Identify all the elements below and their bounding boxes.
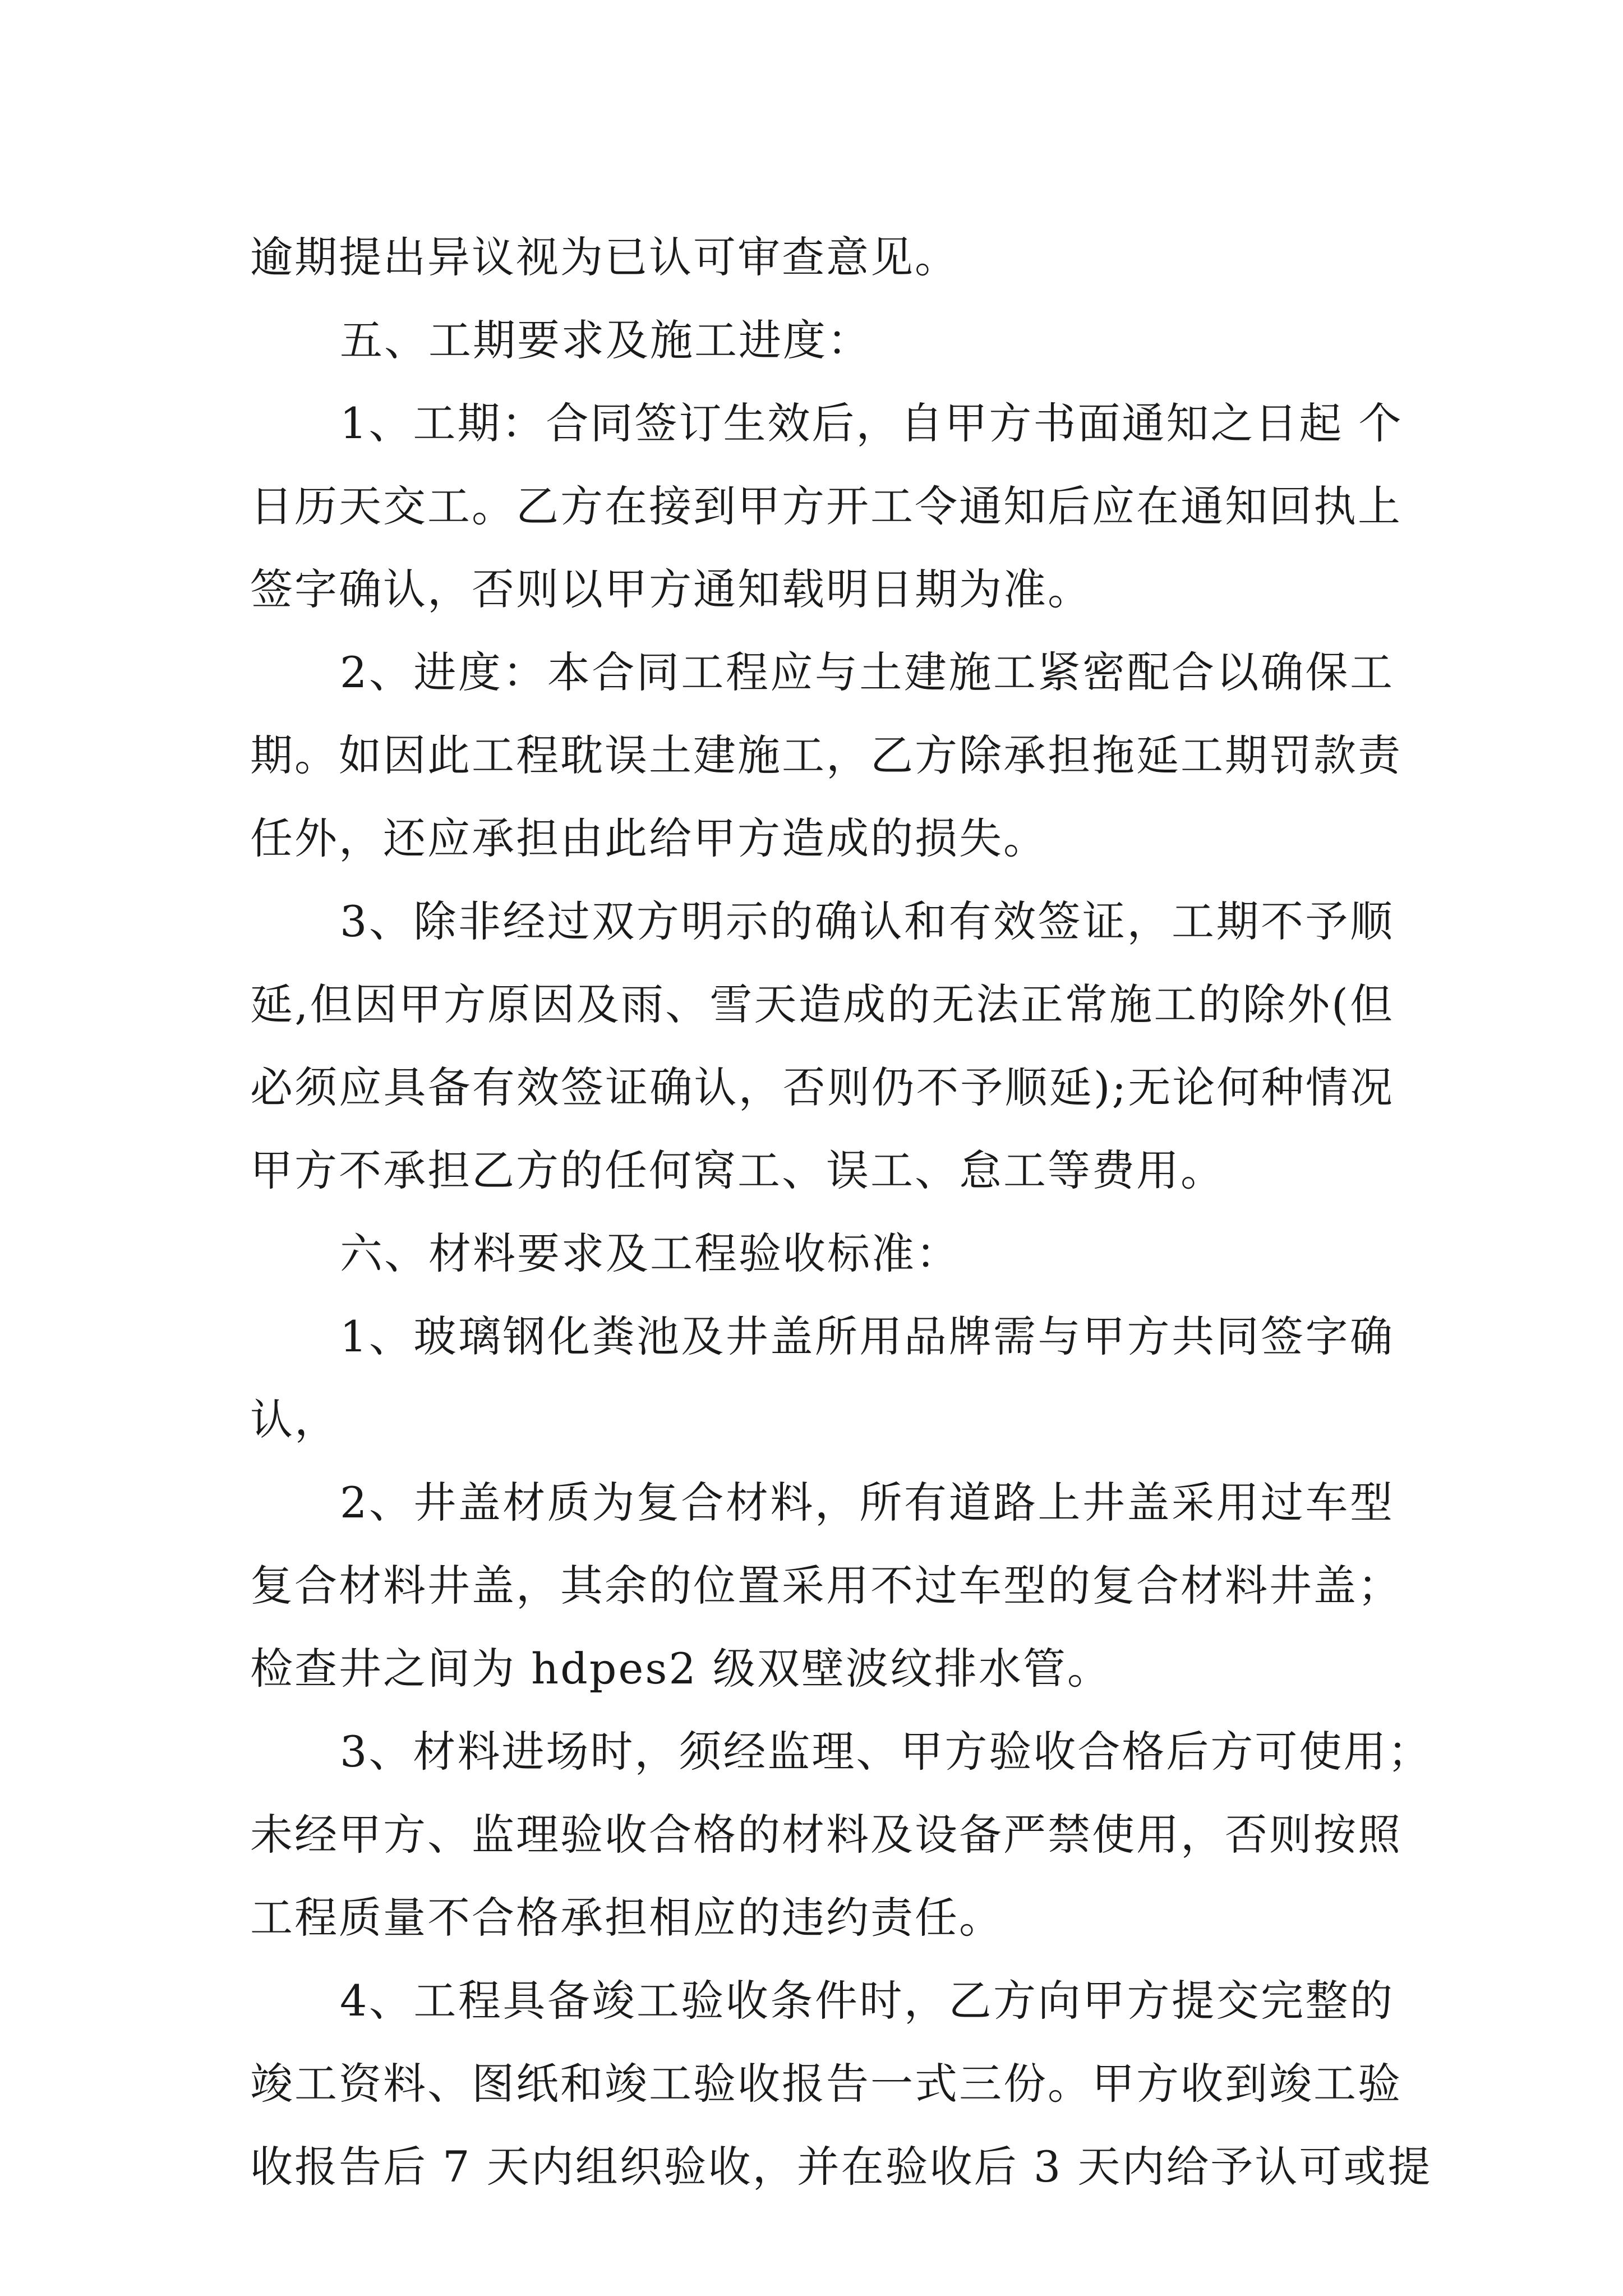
text-line: 未经甲方、监理验收合格的材料及设备严禁使用，否则按照 — [250, 1810, 1402, 1860]
text-line: 签字确认，否则以甲方通知载明日期为准。 — [250, 564, 1092, 614]
text-line: 收报告后 7 天内组织验收，并在验收后 3 天内给予认可或提 — [250, 2142, 1432, 2192]
text-line: 五、工期要求及施工进度： — [340, 315, 872, 365]
text-line: 3、材料进场时，须经监理、甲方验收合格后方可使用； — [340, 1727, 1432, 1777]
text-line: 日历天交工。乙方在接到甲方开工令通知后应在通知回执上 — [250, 481, 1402, 531]
text-line: 必须应具备有效签证确认，否则仍不予顺延);无论何种情况 — [250, 1062, 1394, 1112]
text-line: 逾期提出异议视为已认可审查意见。 — [250, 232, 959, 282]
text-line: 3、除非经过双方明示的确认和有效签证，工期不予顺 — [340, 896, 1394, 946]
text-line: 任外，还应承担由此给甲方造成的损失。 — [250, 813, 1048, 863]
document-page — [250, 216, 1432, 2208]
text-line: 2、进度：本合同工程应与土建施工紧密配合以确保工 — [340, 647, 1394, 697]
text-line: 检查井之间为 hdpes2 级双壁波纹排水管。 — [250, 1644, 1112, 1694]
text-line: 复合材料井盖，其余的位置采用不过车型的复合材料井盖； — [250, 1561, 1402, 1611]
text-line: 竣工资料、图纸和竣工验收报告一式三份。甲方收到竣工验 — [250, 2059, 1402, 2109]
text-line: 1、工期：合同签订生效后，自甲方书面通知之日起 个 — [340, 398, 1403, 448]
text-line: 1、玻璃钢化粪池及井盖所用品牌需与甲方共同签字确 — [340, 1312, 1394, 1361]
text-line: 甲方不承担乙方的任何窝工、误工、怠工等费用。 — [250, 1145, 1225, 1195]
text-line: 六、材料要求及工程验收标准： — [340, 1228, 960, 1278]
text-line: 延,但因甲方原因及雨、雪天造成的无法正常施工的除外(但 — [250, 979, 1394, 1029]
text-line: 认， — [250, 1395, 339, 1444]
text-line: 4、工程具备竣工验收条件时，乙方向甲方提交完整的 — [340, 1976, 1394, 2026]
text-line: 工程质量不合格承担相应的违约责任。 — [250, 1893, 1003, 1943]
text-line: 2、井盖材质为复合材料，所有道路上井盖采用过车型 — [340, 1478, 1394, 1527]
text-line: 期。如因此工程耽误土建施工，乙方除承担拖延工期罚款责 — [250, 730, 1402, 780]
